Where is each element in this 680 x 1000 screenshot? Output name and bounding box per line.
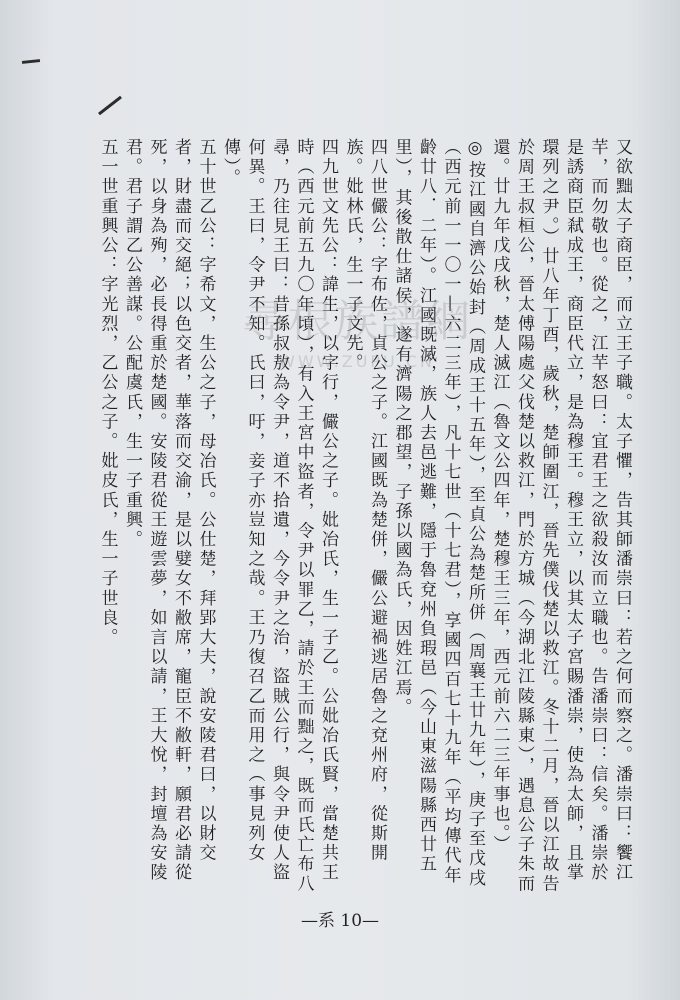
- paragraph-6: 五一世重興公：字光烈，乙公之子。妣皮氏，生一子世良。: [97, 138, 118, 648]
- paragraph-4: 四九世文先公：諱生，以字行，儼公之子。妣冶氏，生一子乙。公妣冶氏賢，當楚共王時（西元前五九〇年頃），有入王宮中盜者，令尹以罪乙，請於王而黜之，既而氏亡布八尋，乃往見王曰：昔孫叔敖為令尹，道不拾遺，今令尹之治，盜賊公行，與令尹使人盜何異。王曰，令尹不知。氏曰，吁，妾子亦豈知之哉。王乃復召乙而用之（事見列女傳）。: [220, 138, 338, 894]
- genealogy-text-body: [48, 138, 634, 898]
- paragraph-2: ◎按江國自濟公始封（周成王十五年），至貞公為楚所併（周襄王廿九年），庚子至戊戌（西元前一一〇一—六二三年），凡十七世（十七君），享國四百七十九年（平均傳代年齡廿八．二年）。江國既滅，族人去邑逃難，隱于魯兗州負瑕邑（今山東滋陽縣西廿五里），其後散仕諸侯，遂有濟陽之郡望，子孫以國為氏，因姓江焉。: [391, 138, 485, 889]
- ink-mark: [98, 96, 122, 116]
- paragraph-3: 四八世儼公：字布佐，貞公之子。江國既為楚併，儼公避禍逃居魯之兗州府，從斯開族。妣林氏，生一子文先。: [342, 138, 387, 864]
- paragraph-5: 五十世乙公：字希文，生公之子，母冶氏。公仕楚，拜郢大夫，說安陵君曰，以財交者，財盡而交絕；以色交者，華落而交渝，是以嬖女不敝席，寵臣不敝軒，願君必請從死，以身為殉，必長得重於楚國。安陵君從王遊雲夢，如言以請，王大悅，封壇為安陵君。君子謂乙公善謀。公配虞氏，生一子重興。: [122, 138, 216, 883]
- page-number: —系 10—: [300, 911, 380, 931]
- ink-mark: [22, 59, 40, 64]
- paragraph-1: 又欲黜太子商臣，而立王子職。太子懼，告其師潘崇曰：若之何而察之。潘崇曰：饗江芉，而勿敬也。從之，江芉怒曰：宜君王之欲殺汝而立職也。告潘崇曰：信矣。潘崇於是誘商臣弒成王，商臣代立，是為穆王。穆王立，以其太子宮賜潘崇，使為太師，且掌環列之尹。）廿八年丁酉，歲秋，楚師圍江，晉先僕伐楚以救江。冬十二月，晉以江故告於周王叔桓公，晉太傅陽處父伐楚以救江，門於方城（今湖北江陵縣東），遇息公子朱而還。廿九年戊戌秋，楚人滅江（魯文公四年，楚穆王三年，西元前六二三年事也。）: [489, 138, 632, 894]
- watermark-title: 尋根族譜網: [242, 296, 472, 347]
- watermark-url: WWW.ZUPU.CN: [279, 352, 435, 371]
